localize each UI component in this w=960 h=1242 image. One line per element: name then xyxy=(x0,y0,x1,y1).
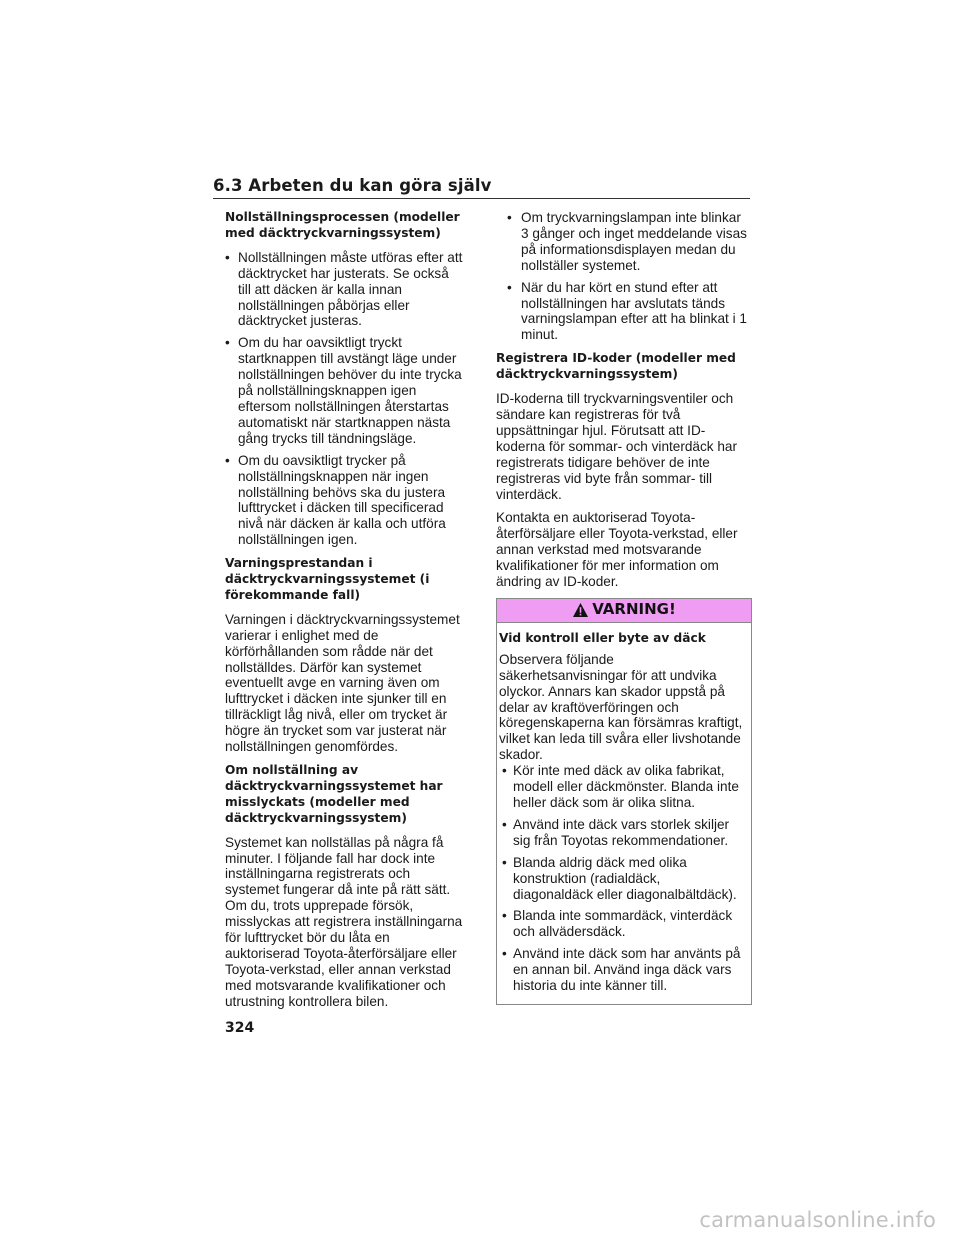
bullet-dot: • xyxy=(225,335,230,351)
list-item-text: Om du har oavsiktligt tryckt startknappen till avstängt läge under nollställningen behöver du inte trycka på nollställningsknappen igen eftersom nollställningen återstartas automatiskt när startknappen nästa gång trycks till tändningsläge. xyxy=(238,335,462,446)
list-item xyxy=(499,763,743,811)
warning-triangle-icon xyxy=(572,602,589,618)
warning-performance-paragraph: Varningen i däcktryckvarningssystemet varierar i enlighet med de körförhållanden som rådde när det nollställdes. Därför kan systemet eventuellt avge en varning även om lufttrycket i däcken inte sjunker till en tillräckligt låg nivå, eller om trycket är högre än trycket som var justerat när nollställningen genomfördes. xyxy=(225,611,460,755)
list-item-text: Använd inte däck vars storlek skiljer sig från Toyotas rekommendationer. xyxy=(513,816,730,848)
list-item xyxy=(499,855,743,903)
list-item xyxy=(225,453,465,548)
reset-failed-heading: Om nollställning av däcktryckvarningssystemet har misslyckats (modeller med däcktryckvarningssystem) xyxy=(225,763,443,825)
list-item-text: Om tryckvarningslampan inte blinkar 3 gånger och inget meddelande visas på informationsdisplayen medan du nollställer systemet. xyxy=(521,210,747,273)
list-item xyxy=(496,280,752,344)
right-column xyxy=(496,210,752,1005)
list-item-text: Kör inte med däck av olika fabrikat, modell eller däckmönster. Blanda inte heller däck som är olika slitna. xyxy=(513,763,739,810)
bullet-dot: • xyxy=(502,816,507,832)
bullet-dot: • xyxy=(502,854,507,870)
list-item xyxy=(225,335,465,446)
list-item xyxy=(496,210,752,274)
bullet-dot: • xyxy=(507,210,512,225)
bullet-dot: • xyxy=(225,452,230,468)
register-id-heading: Registrera ID-koder (modeller med däcktryckvarningssystem) xyxy=(496,351,736,382)
warning-label: VARNING! xyxy=(592,600,676,619)
contact-dealer-paragraph: Kontakta en auktoriserad Toyota-återförsäljare eller Toyota-verkstad, eller annan verkstad med motsvarande kvalifikationer för mer information om ändring av ID-koder. xyxy=(496,510,738,590)
warning-box xyxy=(496,598,752,1005)
list-item-text: Nollställningen måste utföras efter att däcktrycket har justerats. Se också till att däcken är kalla innan nollställningen påbörjas eller däcktrycket justeras. xyxy=(238,249,463,329)
warning-performance-heading: Varningsprestandan i däcktryckvarningssystemet (i förekommande fall) xyxy=(225,556,430,602)
warning-list xyxy=(499,763,743,994)
bullet-dot: • xyxy=(225,249,230,265)
list-item xyxy=(499,946,743,994)
list-item-text: Blanda inte sommardäck, vinterdäck och allvädersdäck. xyxy=(513,908,733,940)
failure-cases-list xyxy=(496,210,752,343)
register-id-paragraph: ID-koderna till tryckvarningsventiler och sändare kan registreras för två uppsättningar hjul. Förutsatt att ID-koderna för sommar- och vinterdäck har registrerats tidigare behöver de inte registreras vid byte från sommar- till vinterdäck. xyxy=(496,391,738,502)
list-item-text: Blanda aldrig däck med olika konstruktion (radialdäck, diagonaldäck eller diagonalbältdäck). xyxy=(513,854,737,902)
page-number: 324 xyxy=(225,1020,255,1036)
list-item-text: Använd inte däck som har använts på en annan bil. Använd inga däck vars historia du inte känner till. xyxy=(513,946,741,994)
list-item-text: När du har kört en stund efter att nollställningen har avslutats tänds varningslampan efter att ha blinkat i 1 minut. xyxy=(521,279,747,343)
bullet-dot: • xyxy=(507,279,512,295)
left-column xyxy=(225,210,465,1018)
reset-process-list xyxy=(225,250,465,548)
bullet-dot: • xyxy=(502,763,507,779)
list-item-text: Om du oavsiktligt trycker på nollställningsknappen när ingen nollställning behövs ska du justera lufttrycket i däcken till specificerad nivå när däcken är kalla och utföra nollställningen igen. xyxy=(238,452,446,548)
reset-failed-paragraph: Systemet kan nollställas på några få minuter. I följande fall har dock inte inställningarna registrerats och systemet fungerar då inte på rätt sätt. Om du, trots upprepade försök, misslyckas att registrera inställningarna för lufttrycket bör du låta en auktoriserad Toyota-återförsäljare eller Toyota-verkstad, eller annan verkstad med motsvarande kvalifikationer och utrustning kontrollera bilen. xyxy=(225,834,463,1009)
section-title: 6.3 Arbeten du kan göra själv xyxy=(213,176,750,199)
warning-title: Vid kontroll eller byte av däck xyxy=(499,630,706,645)
list-item xyxy=(499,908,743,940)
reset-process-heading: Nollställningsprocessen (modeller med däcktryckvarningssystem) xyxy=(225,210,460,240)
warning-intro: Observera följande säkerhetsanvisningar för att undvika olyckor. Annars kan skador uppstå på delar av kraftöverföringen och köregenskaperna kan försämras kraftigt, vilket kan leda till svåra eller livshotande skador. xyxy=(499,651,743,763)
bullet-dot: • xyxy=(502,908,507,924)
watermark: carmanualsonline.info xyxy=(699,1208,936,1232)
bullet-dot: • xyxy=(502,946,507,962)
warning-body xyxy=(497,623,751,1004)
warning-header xyxy=(497,599,751,623)
list-item xyxy=(499,817,743,849)
list-item xyxy=(225,250,465,330)
